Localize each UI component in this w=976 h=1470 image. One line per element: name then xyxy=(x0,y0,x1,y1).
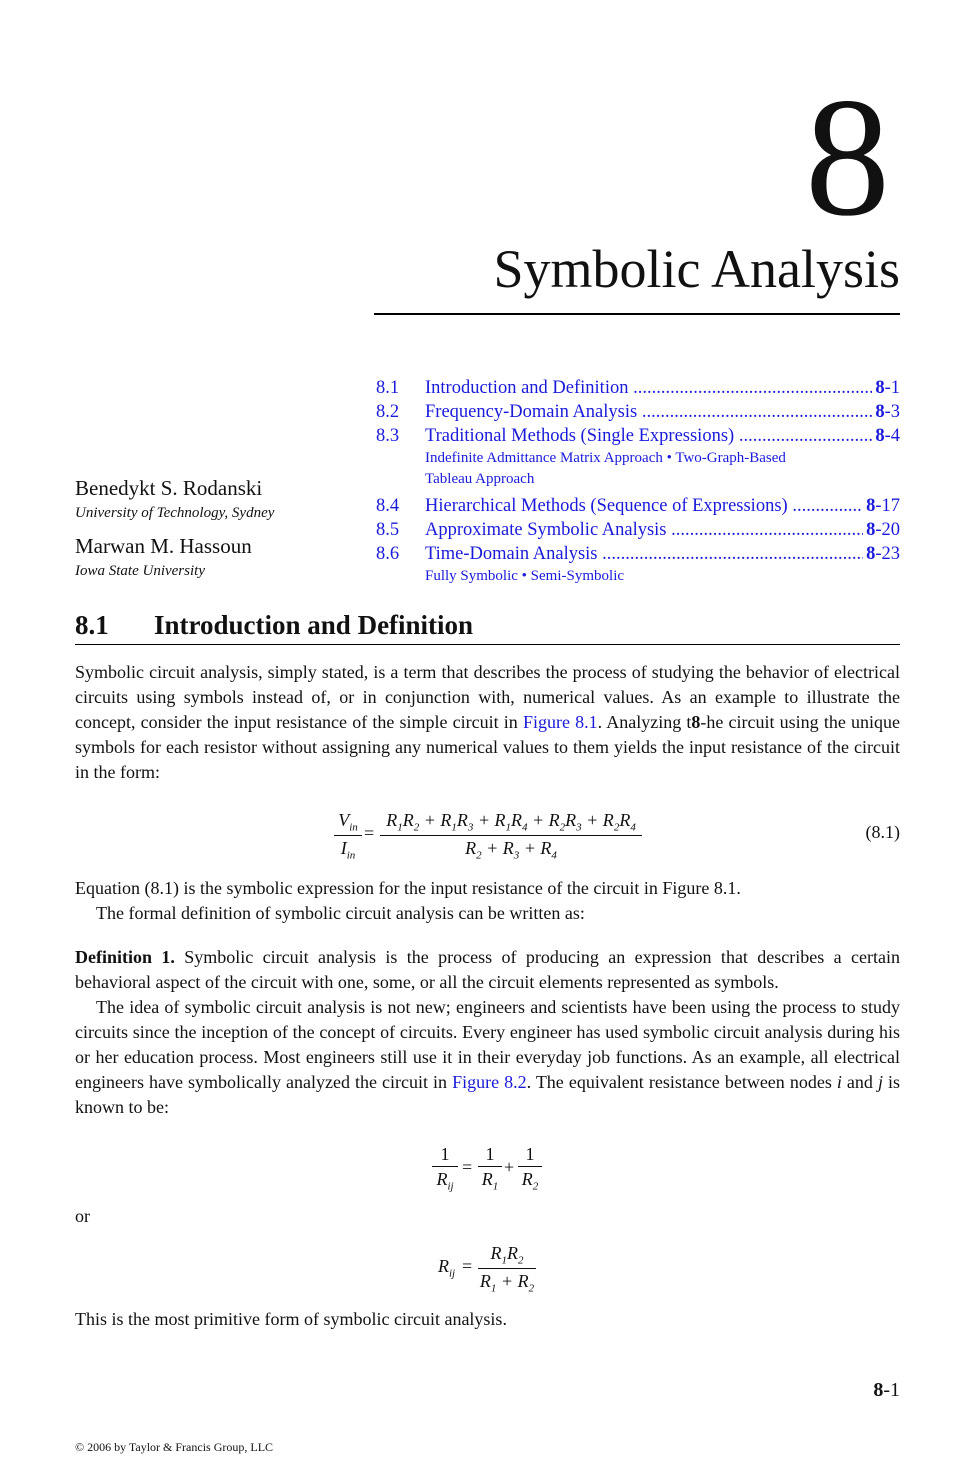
equation-8-1: $V_{in}$ $I_{in}$ = $\frac{R_1R_2 + R_1R_3 + R_1R_4 + R_2R_3 + R_2R_4}{R_2 + R_3 + R_4}$ xyxy=(334,810,654,866)
figure-link[interactable]: Figure 8.1 xyxy=(522,712,598,732)
section-heading xyxy=(75,606,900,645)
toc-entry-8-3[interactable]: 8.3 Traditional Methods (Single Expressions) ..... 8-4 xyxy=(374,424,900,448)
paragraph: Symbolic circuit analysis, simply stated, is a term that describes the process of studying the behavior of electrical circuits using symbols instead of, or in conjunction with, numerical values. As an example to illustrate the concept, consider the input resistance of the simple circuit in Figure 8.1. Analyzing t8-he circuit using the unique symbols for each resistor without assigning any numerical values to them yields the input resistance of the circuit in the form: xyxy=(75,662,900,782)
author-affiliation: Iowa State University xyxy=(75,563,205,579)
toc-entry-8-1[interactable]: 8.1 Introduction and Definition ..... 8-1 xyxy=(374,376,900,400)
title-rule xyxy=(374,313,900,315)
paragraph: The formal definition of symbolic circuit analysis can be written as: xyxy=(96,903,585,923)
figure-link[interactable]: Figure 8.2 xyxy=(452,1072,527,1092)
toc-entry-8-6[interactable]: 8.6 Time-Domain Analysis ..... 8-23 xyxy=(374,542,900,566)
toc-subentry[interactable]: Fully Symbolic • Semi-Symbolic xyxy=(425,568,625,584)
section-number: 8.1 xyxy=(75,610,109,640)
page-number: 8-1 xyxy=(873,1379,900,1401)
equation-parallel-resistance: 1 $R_{ij}$ = $\frac{1}{R_1}$ + $\frac{1}{R_2}$ xyxy=(432,1144,552,1200)
toc-entry-8-4[interactable]: 8.4 Hierarchical Methods (Sequence of Expressions) ..... 8-17 xyxy=(374,494,900,518)
author-name: Marwan M. Hassoun xyxy=(75,534,252,558)
paragraph: Equation (8.1) is the symbolic expression for the input resistance of the circuit in Figure 8.1. xyxy=(75,878,741,898)
toc-entry-8-2[interactable]: 8.2 Frequency-Domain Analysis ..... 8-3 xyxy=(374,400,900,424)
definition: Definition 1. Symbolic circuit analysis is the process of producing an expression that describes a certain behavioral aspect of the circuit with one, some, or all the circuit elements represented as symbols. xyxy=(75,947,900,992)
table-of-contents xyxy=(374,376,900,587)
toc-subentry[interactable]: Indefinite Admittance Matrix Approach • Two-Graph-Based xyxy=(425,450,786,466)
copyright-notice: © 2006 by Taylor & Francis Group, LLC xyxy=(75,1440,274,1454)
toc-entry-8-5[interactable]: 8.5 Approximate Symbolic Analysis ..... 8-20 xyxy=(374,518,900,542)
paragraph: The idea of symbolic circuit analysis is not new; engineers and scientists have been using the process to study circuits since the inception of the concept of circuits. Every engineer has used symbolic circuit analysis during his or her education process. Most engineers still use it in their everyday job functions. As an example, all electrical engineers have symbolically analyzed the circuit in Figure 8.2. The equivalent resistance between nodes i and j is known to be: xyxy=(75,997,900,1117)
equation-number: (8.1) xyxy=(865,822,900,842)
author-affiliation: University of Technology, Sydney xyxy=(75,505,275,521)
chapter-title: Symbolic Analysis xyxy=(493,239,900,299)
paragraph: This is the most primitive form of symbolic circuit analysis. xyxy=(75,1309,507,1329)
chapter-number: 8 xyxy=(805,63,890,251)
equation-rhs: $\frac{R_1R_2 + R_1R_3 + R_1R_4 + R_2R_3 + R_2R_4}{R_2 + R_3 + R_4}$ xyxy=(380,810,642,861)
equation-lhs: $V_{in}$ $I_{in}$ xyxy=(334,810,362,861)
toc-subentry[interactable]: Tableau Approach xyxy=(425,471,535,487)
section-title: Introduction and Definition xyxy=(154,610,474,640)
equation-equivalent-resistance: $R_{ij}$ = $\frac{R_1R_2}{R_1 + R_2}$ xyxy=(438,1243,535,1295)
paragraph: or xyxy=(75,1206,90,1226)
author-block xyxy=(75,474,274,590)
author-name: Benedykt S. Rodanski xyxy=(75,476,263,500)
